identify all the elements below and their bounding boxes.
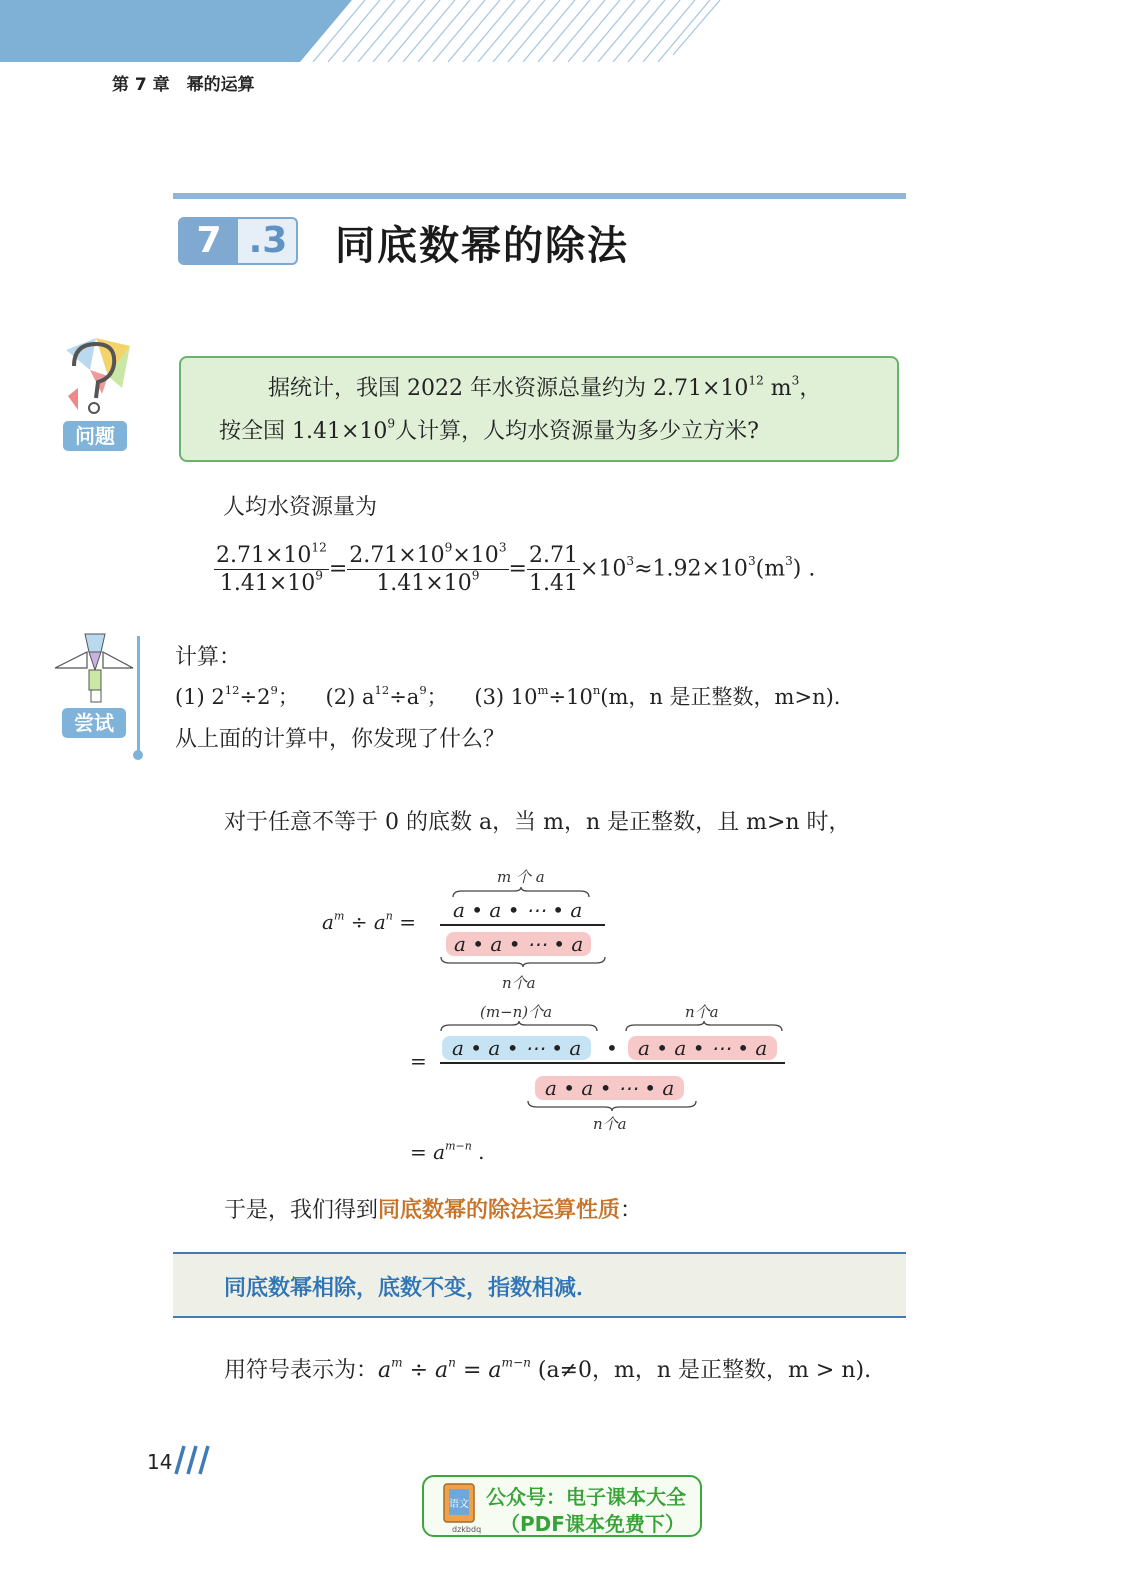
solution-equation: $\frac{2.71\times 10^{12}}{1.41\times 10^9}$ = $\frac{2.71\times 10^9\times 10^3}{1.41\times 10^9}$ = $\frac{2.71}{1.41}$ $\times 10^3\approx 1.92\times 10^3(m^3)$ . — [216, 540, 816, 596]
question-2-mid: ÷a — [389, 685, 420, 709]
question-3-end: (m，n 是正整数，m>n). — [600, 685, 841, 709]
try-questions — [175, 681, 840, 711]
fraction: $\frac{2.71\times 10^{12}}{1.41\times 10^9}$ — [216, 540, 327, 596]
question-3: (3) 10 — [474, 685, 538, 709]
underbrace — [440, 956, 606, 968]
overbrace — [440, 1020, 598, 1032]
underbrace — [527, 1100, 697, 1112]
lhs-expression: $a^m \div a^n$ = — [322, 909, 416, 934]
problem-tag: 问题 — [63, 421, 127, 451]
exponent: m−n — [445, 1139, 472, 1153]
question-1-mid: ÷2 — [239, 685, 271, 709]
conclusion-line — [224, 1193, 642, 1224]
header-band — [0, 0, 1128, 62]
brace-label-n: n个a — [502, 974, 536, 992]
denominator-product: a • a • ⋯ • a — [535, 1076, 684, 1100]
question-1: (1) 2 — [175, 685, 225, 709]
symbolic-lead: 用符号表示为： — [224, 1358, 379, 1383]
chapter-label: 第 7 章 幂的运算 — [112, 75, 255, 95]
numerator-product: a • a • ⋯ • a — [453, 898, 583, 922]
exponent: n — [592, 683, 601, 698]
try-heading: 计算： — [175, 645, 242, 670]
section-title: 同底数幂的除法 — [335, 223, 629, 269]
question-2: (2) a — [325, 685, 375, 709]
fraction-bar — [440, 924, 605, 926]
conclusion-lead: 于是，我们得到 — [224, 1198, 379, 1223]
brace-label-mn: (m−n)个a — [480, 1003, 553, 1021]
exponent: 12 — [224, 683, 240, 698]
brace-label-n3: n个a — [593, 1115, 627, 1133]
brace-label-n2: n个a — [685, 1003, 719, 1021]
section-number-main: 7 — [180, 219, 238, 263]
symbolic-form: 用符号表示为：$a^m \div a^n = a^{m-n}$ (a≠0，m，n 是正整数，m > n). — [224, 1355, 872, 1383]
property-name: 同底数幂的除法运算性质 — [378, 1198, 621, 1223]
result-expression: = $a^{m-n}$ . — [410, 1139, 485, 1164]
exponent: 12 — [748, 373, 764, 388]
numerator-product-n: a • a • ⋯ • a — [628, 1036, 777, 1060]
section-number-sub: .3 — [248, 220, 288, 261]
watermark-line-2: （PDF课本免费下） — [500, 1512, 685, 1536]
fraction-bar — [440, 1062, 785, 1064]
exponent: 9 — [270, 683, 278, 698]
problem-line-1 — [268, 367, 821, 411]
equals-sign: = — [410, 1049, 427, 1073]
punctuation: ； — [426, 685, 448, 709]
try-tag: 尝试 — [62, 708, 126, 738]
page-slash-decoration — [174, 1444, 214, 1476]
multiply-dot: • — [606, 1036, 618, 1060]
denominator-product: a • a • ⋯ • a — [446, 932, 591, 956]
watermark-line-1: 公众号：电子课本大全 — [486, 1485, 686, 1509]
problem-unit: m — [763, 376, 792, 401]
problem-line-2 — [219, 410, 759, 454]
exponent: 12 — [374, 683, 390, 698]
derivation-lead: 对于任意不等于 0 的底数 a，当 m，n 是正整数，且 m>n 时， — [224, 810, 851, 835]
tangram-bird-icon — [55, 632, 135, 704]
problem-text: 人计算，人均水资源量为多少立方米? — [395, 419, 759, 444]
numerator-product-mn: a • a • ⋯ • a — [442, 1036, 591, 1060]
watermark-tiny-text: dzkbdq — [452, 1525, 482, 1534]
exponent: 9 — [387, 416, 396, 431]
book-icon-text: 语文 — [449, 1499, 469, 1510]
symbolic-condition: (a≠0，m，n 是正整数，m > n). — [537, 1358, 872, 1383]
book-icon — [440, 1482, 480, 1526]
question-3-mid: ÷10 — [548, 685, 593, 709]
fraction: $\frac{2.71}{1.41}$ — [528, 543, 578, 596]
question-mark-icon — [60, 336, 132, 416]
try-divider — [137, 636, 140, 756]
title-rule — [173, 193, 906, 199]
exponent: 9 — [419, 683, 427, 698]
punctuation: ： — [620, 1198, 643, 1223]
exponent: m — [537, 683, 549, 698]
problem-text: 据统计，我国 2022 年水资源总量约为 2.71×10 — [268, 376, 749, 401]
exponent: 3 — [791, 373, 800, 388]
try-question: 从上面的计算中，你发现了什么？ — [175, 727, 506, 752]
problem-text: 按全国 1.41×10 — [219, 419, 388, 444]
rule-text: 同底数幂相除，底数不变，指数相减． — [224, 1276, 599, 1301]
brace-label-m: m 个 a — [497, 868, 545, 886]
punctuation: ， — [799, 376, 822, 401]
try-divider-dot — [133, 750, 143, 760]
punctuation: ； — [277, 685, 299, 709]
page-number: 14 — [147, 1450, 173, 1474]
section-number-badge — [178, 217, 298, 265]
fraction: $\frac{2.71\times 10^9\times 10^3}{1.41\times 10^9}$ — [349, 540, 507, 596]
overbrace — [625, 1020, 783, 1032]
solution-intro: 人均水资源量为 — [223, 495, 378, 520]
overbrace — [452, 886, 590, 898]
